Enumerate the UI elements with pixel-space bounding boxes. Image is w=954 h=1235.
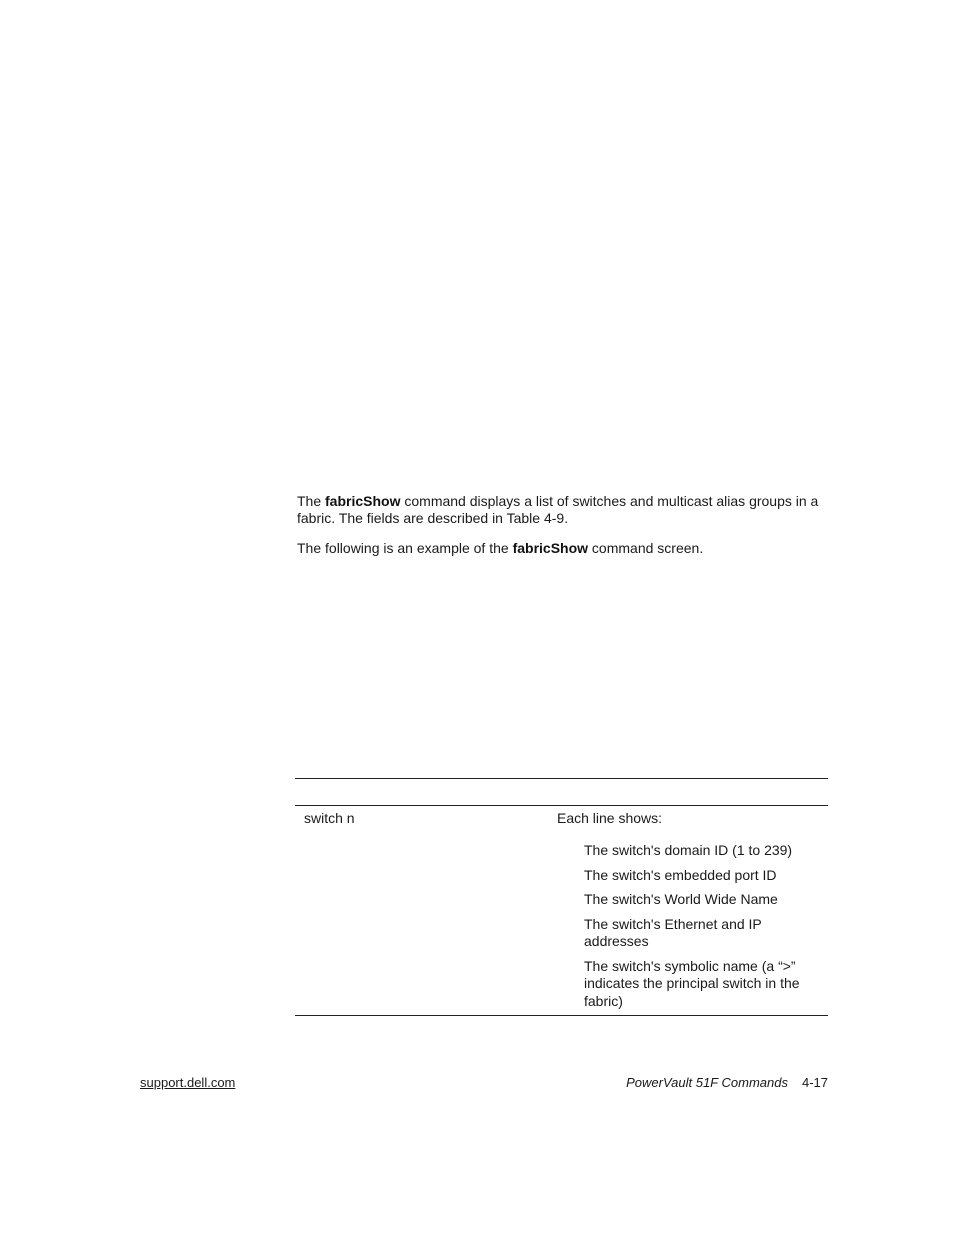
- command-name: fabricShow: [512, 540, 589, 556]
- table-cell-field: switch n: [304, 810, 355, 826]
- running-title: PowerVault 51F Commands: [626, 1075, 788, 1090]
- page-footer: [626, 1075, 828, 1090]
- description-list: [584, 842, 816, 1017]
- intro-paragraph-1: The fabricShow command displays a list of switches and multicast alias groups in a fabric. The fields are described in Table 4-9.: [297, 493, 819, 526]
- command-name: fabricShow: [325, 493, 401, 509]
- table-cell-description-intro: Each line shows:: [557, 810, 663, 826]
- table-bottom-rule: [295, 1015, 828, 1016]
- table-header-rule: [295, 805, 828, 806]
- intro-paragraph-2: The following is an example of the fabricShow command screen.: [297, 540, 704, 556]
- support-link[interactable]: support.dell.com: [140, 1075, 236, 1090]
- list-item: The switch's embedded port ID: [584, 866, 777, 883]
- list-item: The switch's World Wide Name: [584, 891, 778, 907]
- list-item: The switch's Ethernet and IP addresses: [584, 915, 762, 949]
- list-item: The switch's domain ID (1 to 239): [584, 842, 793, 858]
- page-number: 4-17: [801, 1075, 828, 1090]
- table-top-rule: [295, 778, 828, 779]
- list-item: The switch's symbolic name (a “>” indicates the principal switch in the fabric): [584, 957, 800, 1009]
